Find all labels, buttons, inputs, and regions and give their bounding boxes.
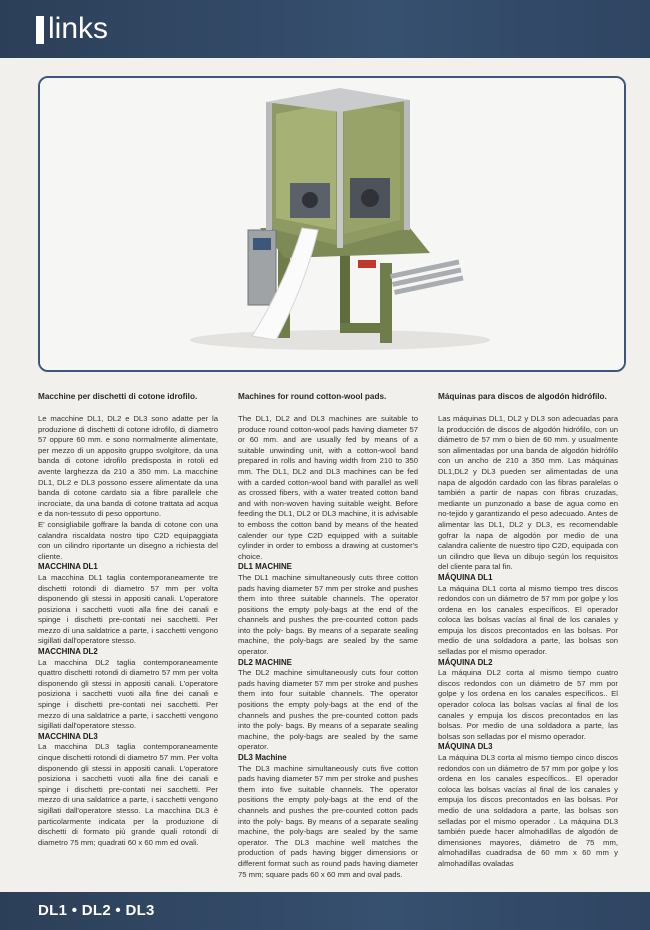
paragraph: La macchina DL2 taglia contemporaneamente quattro dischetti rotondi di diametro 57 mm per volta disponendo gli stessi in appositi canali. L'operatore posiziona i sacchetti vuoti alla fine dei canali e spinge i dischetti pre-contati nei sacchetti. Per mezzo di una saldatrice a parte, i sacchetti vengono sigillati dall'operatore stesso. [38,657,218,731]
column-english [238,391,418,880]
paragraph: The DL3 machine simultaneously cuts five cotton pads having diameter 57 mm per stroke and pushes them into five suitable channels. The operator positions the empty poly-bags at the end of the channels and pushes the pre-counted cotton pads into the poly- bags. By means of a separate sealing machine, the poly-bags are sealed by the same operator. The DL3 machine well matches the production of pads having bigger dimensions or different format such as round pads having diameter 75 mm; square pads 60 x 60 mm and oval pads. [238,763,418,879]
logo-bar-mark [36,16,44,44]
paragraph: La macchina DL3 taglia contemporaneamente cinque dischetti rotondi di diametro 57 mm. Per volta disponendo gli stessi in appositi canali. L'operatore posiziona i sacchetti vuoti alla fine dei canali e spinge i dischetti pre-contati nei sacchetti. Per mezzo di una saldatrice a parte, i sacchetti vengono sigillati dall'operatore stesso. La macchina DL3 è particolarmente indicata per la produzione di dischetti di formato più grande quali rotondi di diametro 75 mm; quadrati 60 x 60 mm ed ovali. [38,742,218,847]
paragraph: Le macchine DL1, DL2 e DL3 sono adatte per la produzione di dischetti di cotone idrofilo, di diametro 57 oppure 60 mm. e sono normalmente alimentate, per mezzo di un apposito gruppo svolgitore, da una banda di cotone idrofilo predisposta in rotoli ed avente larghezza da 210 a 350 mm. La macchine DL1, DL2 e DL3 possono essere alimentate da una banda di cotone cardato sia a fibre parallele che incrociate, da una banda di cotone trattata ad acqua e da non-tessuto di peso opportuno. [38,414,218,519]
paragraph: Las máquinas DL1, DL2 y DL3 son adecuadas para la producción de discos de algodón hidrófilo, con un diámetro de 57 mm o bien de 60 mm. y usualmente son alimentadas por una banda de algodón hidrófilo con un ancho de 210 a 350 mm. Las máquinas DL1,DL2 y DL3 pueden ser alimentadas de una napa de algodón cardado con las fibras paralelas o también a partir de napas con fibras cruzadas, mediante un punzonado a base de agua como en no-tejido y garantizando el peso adecuado. Antes de alimentar las DL1, DL2 y DL3, es recomendable gofrar la napa de algodón por medio de una calandra caliente de nuestro tipo C2D, equipada con un cilindro que lleva un dibujo según los requisitos del cliente para tal fin. [438,414,618,572]
section-subheading: MÁQUINA DL1 [438,572,493,582]
section-subheading: MACCHINA DL3 [38,731,98,741]
section-subheading: MÁQUINA DL2 [438,657,493,667]
paragraph: La máquina DL3 corta al mismo tiempo cinco discos redondos con un diámetro de 57 mm por golpe y los ordena en los canales específicos.. El operador coloca las bolsas vacías al final de los canales y empuja los discos precontados en las bolsas. Por medio de una soldadora a parte, las bolsas son selladas por el mismo operador . La máquina DL3 también puede hacer almohadillas de algodón de dimensiones mayores, diámetro de 75 mm, almohadillas cuadradsa de 60 mm x 60 mm y almohadillas ovaladas [438,753,618,868]
model-list: DL1 • DL2 • DL3 [38,902,155,919]
header-band [0,0,650,58]
machine-photo [38,76,626,372]
column-heading: Macchine per dischetti di cotone idrofilo. [38,392,198,401]
column-italian [38,391,218,848]
section-subheading: DL1 MACHINE [238,562,292,572]
section-subheading: MÁQUINA DL3 [438,742,493,752]
column-spanish [438,391,618,870]
logo-text: links [48,12,109,45]
paragraph: La máquina DL1 corta al mismo tiempo tres discos redondos con un diámetro de 57 mm por golpe y los ordena en los canales específicos. El operador coloca las bolsas vacías al final de los canales y empuja los discos precontados en las bolsas. Por medio de una soldadora a parte, las bolsas son selladas por el mismo operador. [438,583,618,657]
paragraph: The DL2 machine simultaneously cuts four cotton pads having diameter 57 mm per stroke and pushes them into four suitable channels. The operator positions the empty poly-bags at the end of the channels and pushes the pre-counted cotton pads into the poly- bags. By means of a separate sealing machine, the poly-bags are sealed by the same operator. [238,668,418,752]
section-subheading: DL3 Machine [238,753,287,762]
column-heading: Machines for round cotton-wool pads. [238,392,387,401]
section-subheading: MACCHINA DL1 [38,562,98,572]
paragraph: La máquina DL2 corta al mismo tiempo cuatro discos redondos con un diámetro de 57 mm por golpe y los ordena en los canales específicos.. El operador coloca las bolsas vacías al final de los canales y empuja los discos precontados en las bolsas. Por medio de una soldadora a parte, las bolsas son selladas por el mismo operador. [438,668,618,741]
section-subheading: MACCHINA DL2 [38,647,98,657]
paragraph: The DL1, DL2 and DL3 machines are suitable to produce round cotton-wool pads having diameter 57 or 60 mm. and are usually fed by means of a suitable unwinding unit, with a cotton-wool band prepared in rolls and having width from 210 to 350 mm. The DL1, DL2 and DL3 machines can be fed with a carded cotton-wool band with parallel as well as crossed fibers, with a water treated cotton band and with non-woven having suitable weight. Before feeding the DL1, DL2 or DL3 machine, it is advisable to emboss the cotton band by means of the heated calender our type C2D equipped with a suitable cylinder in order to emboss a drawing at customer's choice. [238,414,418,561]
machine-illustration [40,78,624,370]
paragraph: The DL1 machine simultaneously cuts three cotton pads having diameter 57 mm per stroke and pushes them into three suitable channels. The operator positions the empty poly-bags at the end of the channels and pushes the pre-counted cotton pads into the poly- bags. By means of a separate sealing machine, the poly-bags are sealed by the same operator. [238,572,418,657]
paragraph: La macchina DL1 taglia contemporaneamente tre dischetti rotondi di diametro 57 mm per volta disponendo gli stessi in appositi canali. L'operatore posiziona i sacchetti vuoti alla fine dei canali e spinge i dischetti pre-contati nei sacchetti. Per mezzo di una saldatrice a parte, i sacchetti vengono sigillati dall'operatore stesso. [38,572,218,646]
section-subheading: DL2 MACHINE [238,657,292,667]
paragraph: E' consigliabile goffrare la banda di cotone con una calandra riscaldata nostro tipo C2D equipaggiata con un cilindro riportante un disegno a richiesta del cliente. [38,519,218,561]
column-heading: Máquinas para discos de algodón hidrófilo. [438,392,607,401]
links-logo [36,14,108,44]
footer-band [0,892,650,930]
